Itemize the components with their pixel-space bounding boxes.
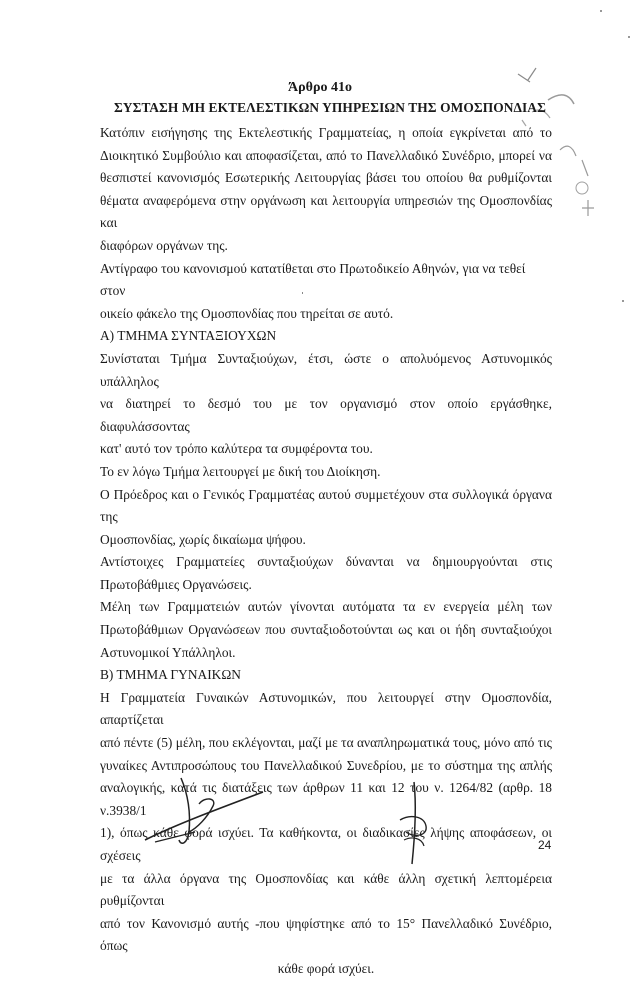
body-line: από τον Κανονισμό αυτής -που ψηφίστηκε από το 15° Πανελλαδικό Συνέδριο, όπως <box>100 915 552 954</box>
body-line: κάθε φορά ισχύει. <box>277 960 375 976</box>
section-heading-women: Β) ΤΜΗΜΑ ΓΥΝΑΙΚΩΝ <box>100 667 241 683</box>
body-line: αναλογικής, κατά τις διατάξεις των άρθρων 11 και 12 του ν. 1264/82 (αρθρ. 18 ν.3938/1 <box>100 780 552 818</box>
body-line: γυναίκες Αντιπροσώπους του Πανελλαδικού Συνεδρίου, με το σύστημα της απλής <box>100 757 552 773</box>
body-line: Ομοσπονδίας, χωρίς δικαίωμα ψήφου. <box>100 531 306 547</box>
section-heading-pensioners: Α) ΤΜΗΜΑ ΣΥΝΤΑΞΙΟΥΧΩΝ <box>100 328 277 344</box>
scan-speck <box>600 10 602 12</box>
article-subtitle: ΣΥΣΤΑΣΗ ΜΗ ΕΚΤΕΛΕΣΤΙΚΩΝ ΥΠΗΡΕΣΙΩΝ ΤΗΣ ΟΜΟΣΠΟΝΔΙΑΣ <box>114 100 546 115</box>
body-line: με τα άλλα όργανα της Ομοσπονδίας και κάθε άλλη σχετική λεπτομέρεια ρυθμίζονται <box>100 870 552 909</box>
page-number: 24 <box>538 838 552 852</box>
scan-speck <box>302 292 303 294</box>
body-line: Μέλη των Γραμματειών αυτών γίνονται αυτόματα τα εν ενεργεία μέλη των <box>100 599 552 615</box>
body-line: Πρωτοβάθμιων Οργανώσεων που συνταξιοδοτούνται ως και οι ήδη συνταξιούχοι <box>100 622 552 638</box>
body-line: Αστυνομικοί Υπάλληλοι. <box>100 644 236 660</box>
body-line: θέματα αναφερόμενα στην οργάνωση και λειτουργία υπηρεσιών της Ομοσπονδίας και <box>100 192 552 231</box>
article-body <box>100 122 552 981</box>
body-line: Η Γραμματεία Γυναικών Αστυνομικών, που λειτουργεί στην Ομοσπονδία, απαρτίζεται <box>100 689 552 728</box>
body-line: Αντίστοιχες Γραμματείες συνταξιούχων δύνανται να δημιουργούνται στις <box>100 554 552 570</box>
body-line: Ο Πρόεδρος και ο Γενικός Γραμματέας αυτού συμμετέχουν στα συλλογικά όργανα της <box>100 486 552 525</box>
signature-left <box>135 770 265 850</box>
body-line: Το εν λόγω Τμήμα λειτουργεί με δική του Διοίκηση. <box>100 463 381 479</box>
body-line: από πέντε (5) μέλη, που εκλέγονται, μαζί με τα αναπληρωματικά τους, μόνο από τις <box>100 735 552 751</box>
body-line: να διατηρεί το δεσμό του με τον οργανισμό στον οποίο εργάσθηκε, διαφυλάσσοντας <box>100 396 552 434</box>
body-line: Αντίγραφο του κανονισμού κατατίθεται στο Πρωτοδικείο Αθηνών, για να τεθεί στον <box>100 260 526 299</box>
body-line: Διοικητικό Συμβούλιο και αποφασίζεται, από το Πανελλαδικό Συνέδριο, μπορεί να <box>100 147 552 163</box>
body-line: θεσπιστεί κανονισμός Εσωτερικής Λειτουργίας βάσει του οποίου θα ρυθμίζονται <box>100 170 552 186</box>
body-line: Συνίσταται Τμήμα Συνταξιούχων, έτσι, ώστε ο απολυόμενος Αστυνομικός υπάλληλος <box>100 350 552 389</box>
body-line: 1), όπως κάθε φορά ισχύει. Τα καθήκοντα, οι διαδικασίες λήψης αποφάσεων, οι σχέσεις <box>100 825 552 863</box>
body-line: διαφόρων οργάνων της. <box>100 237 228 253</box>
scan-speck <box>628 36 630 38</box>
scan-speck <box>622 300 624 302</box>
body-line: κατ' αυτό τον τρόπο καλύτερα τα συμφέροντα του. <box>100 441 373 457</box>
signature-right <box>390 780 445 870</box>
body-line: Πρωτοβάθμιες Οργανώσεις. <box>100 576 252 592</box>
body-line: Κατόπιν εισήγησης της Εκτελεστικής Γραμματείας, η οποία εγκρίνεται από το <box>100 125 552 140</box>
article-title: Άρθρο 41ο <box>288 80 352 95</box>
body-line: οικείο φάκελο της Ομοσπονδίας που τηρείται σε αυτό. <box>100 305 394 321</box>
